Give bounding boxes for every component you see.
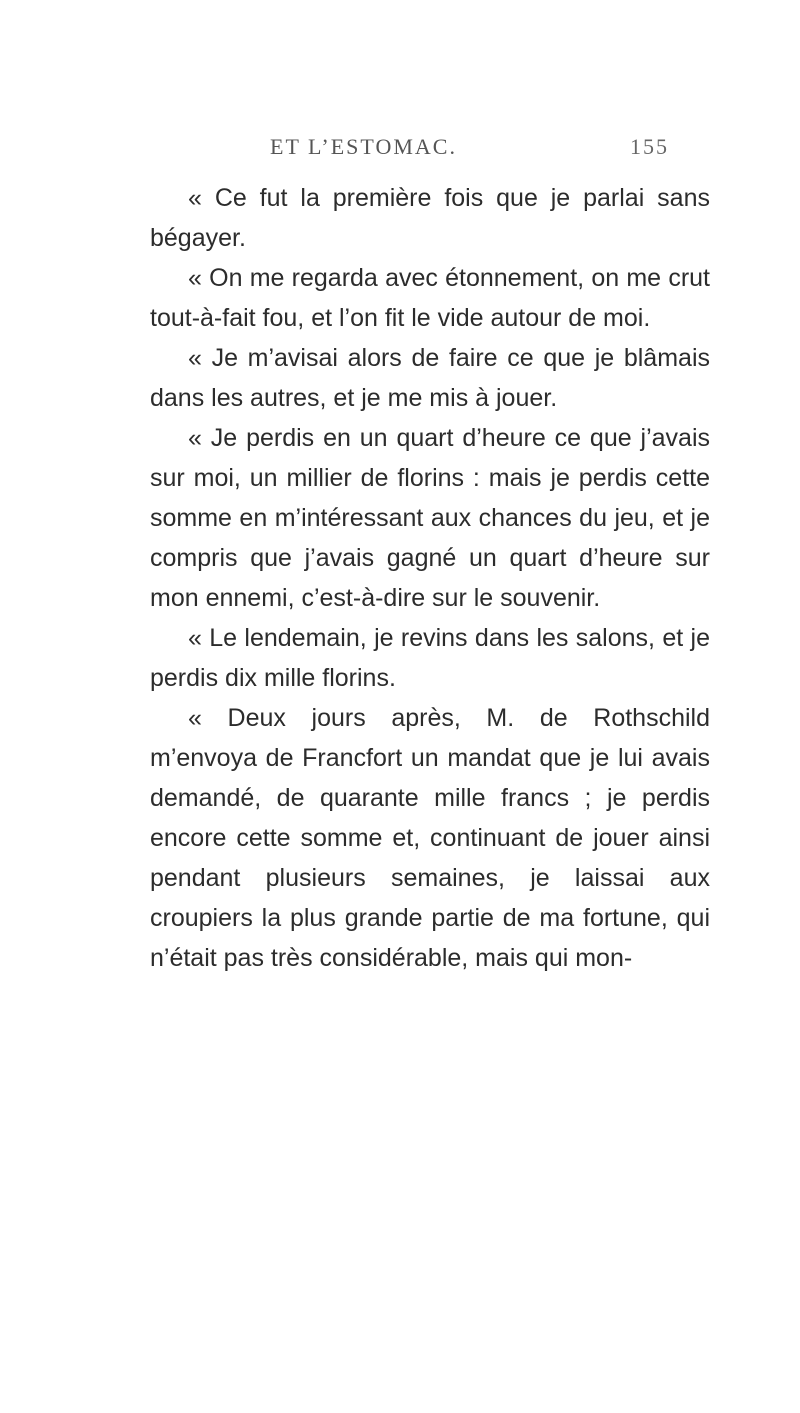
running-head: ET L’ESTOMAC. bbox=[270, 134, 457, 159]
page-number: 155 bbox=[630, 134, 669, 159]
body-text bbox=[150, 178, 710, 978]
paragraph: « Je perdis en un quart d’heure ce que j’avais sur moi, un millier de florins : mais je perdis cette somme en m’intéressant aux chances du jeu, et je compris que j’avais gagné un quart d’heure sur mon ennemi, c’est-à-dire sur le souvenir. bbox=[150, 424, 710, 612]
paragraph: « Ce fut la première fois que je parlai sans bégayer. bbox=[150, 184, 710, 252]
paragraph: « Le lendemain, je revins dans les salons, et je perdis dix mille florins. bbox=[150, 624, 710, 692]
paragraph: « Je m’avisai alors de faire ce que je blâmais dans les autres, et je me mis à jouer. bbox=[150, 344, 710, 412]
paragraph: « Deux jours après, M. de Rothschild m’envoya de Francfort un mandat que je lui avais demandé, de quarante mille francs ; je perdis encore cette somme et, continuant de jouer ainsi pendant plusieurs semaines, je laissai aux croupiers la plus grande partie de ma fortune, qui n’était pas très considérable, mais qui mon- bbox=[150, 704, 710, 972]
paragraph: « On me regarda avec étonnement, on me crut tout-à-fait fou, et l’on fit le vide autour de moi. bbox=[150, 264, 710, 332]
